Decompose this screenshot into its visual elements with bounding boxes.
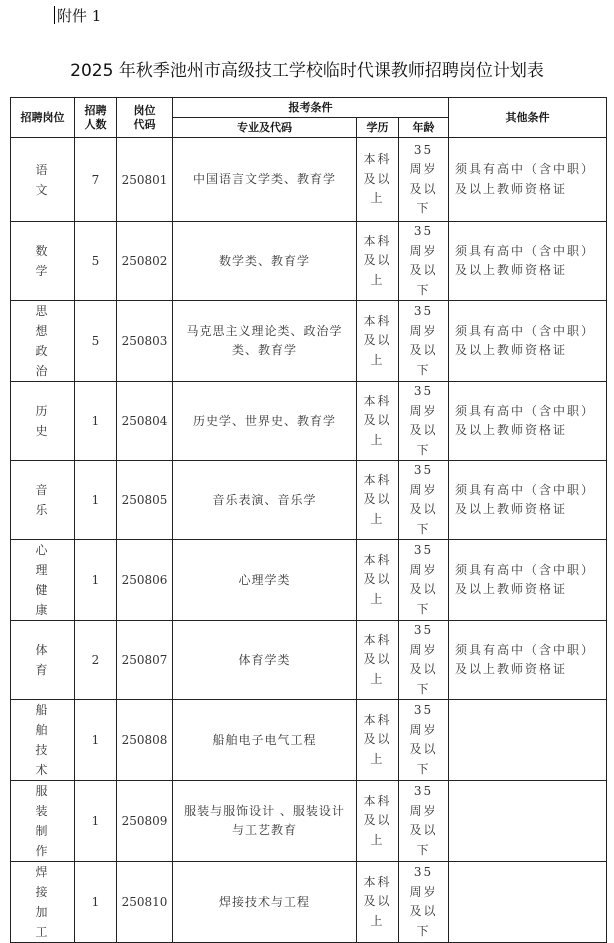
other-conditions-cell: 须具有高中（含中职）及以上教师资格证: [449, 540, 607, 621]
count-cell: 5: [75, 222, 117, 301]
age-cell: 35 周岁及以下: [399, 301, 449, 382]
other-conditions-cell: 须具有高中（含中职）及以上教师资格证: [449, 138, 607, 222]
education-cell: 本科及以上: [357, 301, 399, 382]
count-cell: 1: [75, 461, 117, 540]
education-cell: 本科及以上: [357, 700, 399, 781]
header-count: 招聘人数: [75, 98, 117, 138]
major-cell: 音乐表演、音乐学: [173, 461, 357, 540]
education-cell: 本科及以上: [357, 382, 399, 461]
table-row: [11, 382, 607, 461]
education-cell: 本科及以上: [357, 781, 399, 862]
header-code: 岗位代码: [117, 98, 173, 138]
position-cell: 数学: [11, 222, 75, 301]
other-conditions-cell: [449, 862, 607, 943]
major-cell: 历史学、世界史、教育学: [173, 382, 357, 461]
education-cell: 本科及以上: [357, 461, 399, 540]
count-cell: 1: [75, 540, 117, 621]
position-cell: 焊接加工: [11, 862, 75, 943]
table-body: [11, 138, 607, 943]
code-cell: 250809: [117, 781, 173, 862]
count-cell: 7: [75, 138, 117, 222]
table-row: [11, 138, 607, 222]
position-cell: 服装制作: [11, 781, 75, 862]
other-conditions-cell: [449, 700, 607, 781]
table-row: [11, 461, 607, 540]
education-cell: 本科及以上: [357, 862, 399, 943]
count-cell: 1: [75, 382, 117, 461]
education-cell: 本科及以上: [357, 540, 399, 621]
table-row: [11, 301, 607, 382]
recruitment-plan-table: [10, 97, 607, 943]
code-cell: 250804: [117, 382, 173, 461]
table-row: [11, 862, 607, 943]
other-conditions-cell: 须具有高中（含中职）及以上教师资格证: [449, 621, 607, 700]
position-cell: 体育: [11, 621, 75, 700]
major-cell: 焊接技术与工程: [173, 862, 357, 943]
other-conditions-cell: 须具有高中（含中职）及以上教师资格证: [449, 301, 607, 382]
major-cell: 体育学类: [173, 621, 357, 700]
position-cell: 船舶技术: [11, 700, 75, 781]
position-cell: 语文: [11, 138, 75, 222]
text-cursor: [54, 6, 55, 24]
age-cell: 35 周岁及以下: [399, 621, 449, 700]
count-cell: 1: [75, 781, 117, 862]
code-cell: 250806: [117, 540, 173, 621]
code-cell: 250801: [117, 138, 173, 222]
education-cell: 本科及以上: [357, 138, 399, 222]
header-age: 年龄: [399, 118, 449, 138]
count-cell: 5: [75, 301, 117, 382]
table-row: [11, 222, 607, 301]
major-cell: 中国语言文学类、教育学: [173, 138, 357, 222]
code-cell: 250803: [117, 301, 173, 382]
table-row: [11, 621, 607, 700]
other-conditions-cell: 须具有高中（含中职）及以上教师资格证: [449, 461, 607, 540]
age-cell: 35 周岁及以下: [399, 138, 449, 222]
other-conditions-cell: 须具有高中（含中职）及以上教师资格证: [449, 382, 607, 461]
count-cell: 1: [75, 700, 117, 781]
code-cell: 250810: [117, 862, 173, 943]
table-row: [11, 540, 607, 621]
position-cell: 思想政治: [11, 301, 75, 382]
count-cell: 2: [75, 621, 117, 700]
major-cell: 船舶电子电气工程: [173, 700, 357, 781]
code-cell: 250802: [117, 222, 173, 301]
code-cell: 250805: [117, 461, 173, 540]
age-cell: 35 周岁及以下: [399, 540, 449, 621]
position-cell: 历史: [11, 382, 75, 461]
age-cell: 35 周岁及以下: [399, 862, 449, 943]
other-conditions-cell: [449, 781, 607, 862]
age-cell: 35 周岁及以下: [399, 222, 449, 301]
age-cell: 35 周岁及以下: [399, 781, 449, 862]
header-major: 专业及代码: [173, 118, 357, 138]
position-cell: 音乐: [11, 461, 75, 540]
page-title: 2025 年秋季池州市高级技工学校临时代课教师招聘岗位计划表: [70, 61, 544, 81]
major-cell: 数学类、教育学: [173, 222, 357, 301]
code-cell: 250808: [117, 700, 173, 781]
header-position: 招聘岗位: [11, 98, 75, 138]
major-cell: 服装与服饰设计 、服装设计与工艺教育: [173, 781, 357, 862]
table-row: [11, 781, 607, 862]
age-cell: 35 周岁及以下: [399, 382, 449, 461]
header-other: 其他条件: [449, 98, 607, 138]
position-cell: 心理健康: [11, 540, 75, 621]
code-cell: 250807: [117, 621, 173, 700]
table-row: [11, 700, 607, 781]
header-conditions: 报考条件: [173, 98, 449, 118]
attachment-label: 附件 1: [57, 7, 102, 25]
age-cell: 35 周岁及以下: [399, 461, 449, 540]
major-cell: 马克思主义理论类、政治学类、教育学: [173, 301, 357, 382]
header-education: 学历: [357, 118, 399, 138]
education-cell: 本科及以上: [357, 621, 399, 700]
major-cell: 心理学类: [173, 540, 357, 621]
other-conditions-cell: 须具有高中（含中职）及以上教师资格证: [449, 222, 607, 301]
count-cell: 1: [75, 862, 117, 943]
education-cell: 本科及以上: [357, 222, 399, 301]
age-cell: 35 周岁及以下: [399, 700, 449, 781]
